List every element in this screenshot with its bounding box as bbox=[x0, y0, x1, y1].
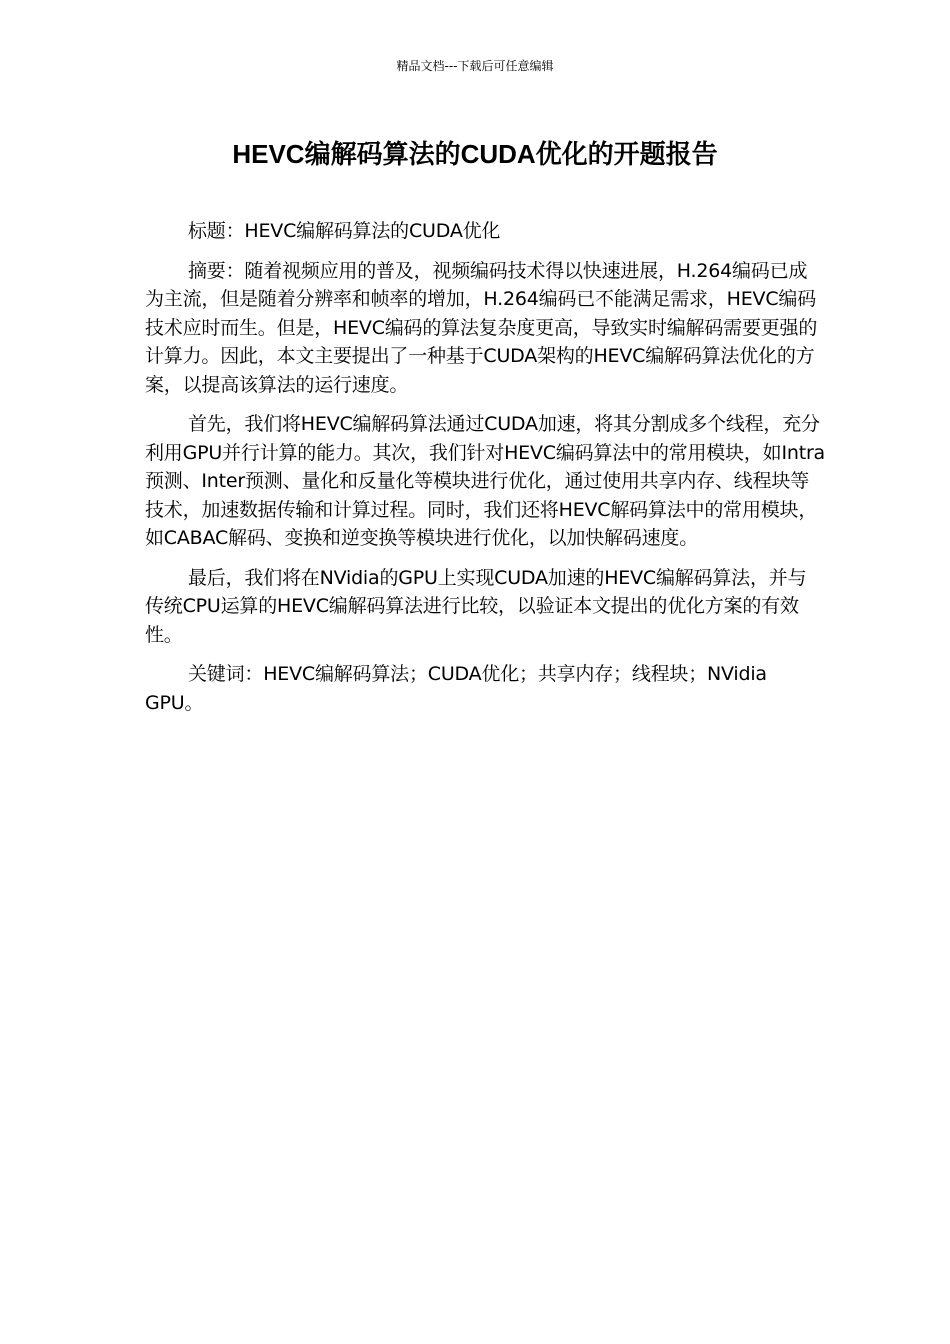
paragraph-method: 首先，我们将HEVC编解码算法通过CUDA加速，将其分割成多个线程，充分利用GPU并行计算的能力。其次，我们针对HEVC编码算法中的常用模块，如Intra预测、Inter预测、量化和反量化等模块进行优化，通过使用共享内存、线程块等技术，加速数据传输和计算过程。同时，我们还将HEVC解码算法中的常用模块，如CABAC解码、变换和逆变换等模块进行优化，以加快解码速度。 bbox=[145, 413, 825, 549]
document-title: HEVC编解码算法的CUDA优化的开题报告 bbox=[232, 139, 718, 169]
paragraph-abstract: 摘要：随着视频应用的普及，视频编码技术得以快速进展，H.264编码已成为主流，但是随着分辨率和帧率的增加，H.264编码已不能满足需求，HEVC编码技术应时而生。但是，HEVC编码的算法复杂度更高，导致实时编解码需要更强的计算力。因此，本文主要提出了一种基于CUDA架构的HEVC编解码算法优化的方案，以提高该算法的运行速度。 bbox=[145, 259, 818, 396]
paragraph-conclusion: 最后，我们将在NVidia的GPU上实现CUDA加速的HEVC编解码算法，并与传统CPU运算的HEVC编解码算法进行比较，以验证本文提出的优化方案的有效性。 bbox=[145, 566, 807, 646]
paragraph-title: 标题：HEVC编解码算法的CUDA优化 bbox=[188, 220, 501, 242]
paragraph-keywords: 关键词：HEVC编解码算法；CUDA优化；共享内存；线程块；NVidia GPU。 bbox=[145, 663, 767, 714]
page-header: 精品文档---下载后可任意编辑 bbox=[396, 59, 554, 73]
document-body bbox=[145, 217, 825, 728]
